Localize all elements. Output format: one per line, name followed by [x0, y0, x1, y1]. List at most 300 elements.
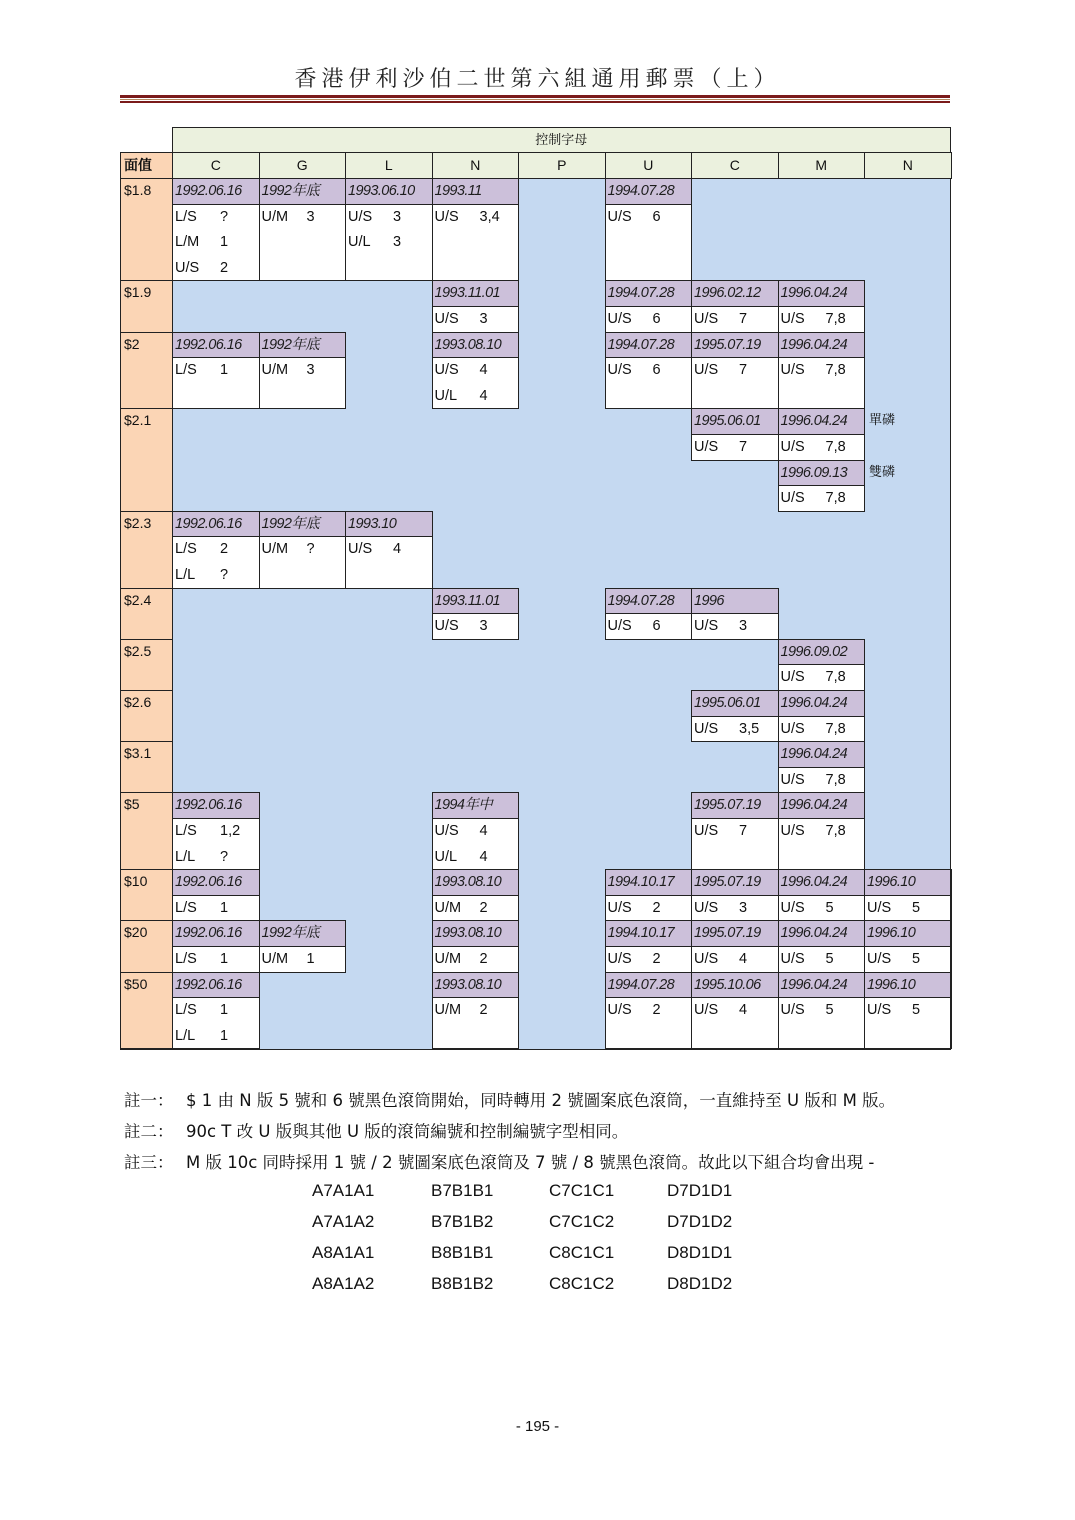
plate-entry: [605, 306, 693, 333]
plate-entry: [259, 357, 347, 409]
issue-date: 1995.10.06: [691, 972, 779, 999]
column-header: C: [691, 152, 779, 179]
plate-line: [348, 537, 432, 563]
plate-line: [781, 435, 865, 461]
plate-code: U/S: [780, 311, 805, 327]
plate-code: U/S: [607, 311, 632, 327]
plate-code: U/L: [348, 234, 371, 251]
cylinder-number: 4: [739, 951, 748, 967]
plate-line: [781, 896, 865, 922]
plate-line: [435, 998, 519, 1024]
issue-date: 1993.08.10: [432, 332, 520, 359]
plate-line: [608, 205, 692, 231]
plate-code: U/S: [780, 720, 805, 737]
plate-code: U/M: [434, 1002, 462, 1019]
column-header: M: [778, 152, 866, 179]
plate-code: U/S: [867, 899, 892, 916]
cylinder-number: 4: [479, 387, 488, 404]
cylinder-number: 5: [825, 899, 834, 916]
cylinder-number: 6: [652, 208, 661, 225]
issue-date: 1996.02.12: [691, 280, 779, 307]
cylinder-number: ?: [220, 848, 229, 865]
issue-date: 1996.10: [864, 972, 952, 999]
plate-line: [867, 998, 951, 1024]
plate-entry: [172, 997, 260, 1049]
plate-entry: [432, 306, 520, 333]
plate-entry: [778, 946, 866, 973]
plate-code: U/S: [694, 439, 719, 455]
plate-code: U/S: [867, 1002, 892, 1019]
plate-code: U/S: [434, 618, 459, 635]
issue-date: 1993.08.10: [432, 920, 520, 947]
cylinder-number: 5: [912, 951, 921, 967]
note: [124, 1087, 895, 1111]
plate-entry: [605, 997, 693, 1049]
issue-date: 1996.09.02: [778, 639, 866, 666]
face-value-cell: $1.9: [120, 280, 173, 332]
plate-line: [781, 717, 865, 743]
plate-code: L/L: [175, 1027, 196, 1044]
face-value-cell: $1.8: [120, 178, 173, 281]
cylinder-number: 7,8: [825, 771, 846, 788]
issue-date: 1994.07.28: [605, 972, 693, 999]
plate-entry: [778, 997, 866, 1049]
issue-date: 1995.06.01: [691, 690, 779, 717]
cylinder-number: 2: [220, 541, 229, 558]
cylinder-number: 1: [220, 899, 229, 916]
plate-line: [608, 307, 692, 333]
plate-entry: [778, 664, 866, 691]
issue-date: 1996.04.24: [778, 972, 866, 999]
combination-code: D7D1D2: [667, 1212, 733, 1231]
issue-date: 1993.11.01: [432, 588, 520, 615]
plate-line: [781, 307, 865, 333]
combination-code: A7A1A1: [312, 1181, 375, 1200]
plate-code: U/S: [434, 823, 459, 839]
cylinder-number: ?: [220, 208, 229, 225]
plate-entry: [172, 357, 260, 409]
issue-date: 1994.07.28: [605, 178, 693, 205]
plate-line: [435, 307, 519, 333]
plate-entry: [691, 716, 779, 743]
plate-code: U/S: [694, 362, 719, 379]
column-header: U: [605, 152, 693, 179]
plate-code: U/S: [780, 823, 805, 839]
note-label: 註一：: [124, 1091, 174, 1110]
combination-code: C8C1C1: [549, 1243, 615, 1262]
combination-code: A8A1A2: [312, 1274, 375, 1293]
plate-line: [175, 230, 259, 256]
combination-code: D8D1D1: [667, 1243, 733, 1262]
plate-code: U/S: [434, 362, 459, 379]
cylinder-number: 1: [220, 362, 229, 379]
phosphor-note: 雙磷: [869, 464, 896, 480]
combination-code: A7A1A2: [312, 1212, 375, 1231]
plate-line: [608, 896, 692, 922]
plate-line: [175, 563, 259, 589]
plate-line: [608, 614, 692, 640]
cylinder-number: 3: [306, 362, 315, 379]
cylinder-number: 1: [220, 1027, 229, 1044]
plate-entry: [172, 946, 260, 973]
issue-date: 1995.07.19: [691, 920, 779, 947]
note-label: 註三：: [124, 1153, 174, 1172]
issue-date: 1992年底: [259, 332, 347, 359]
issue-date: 1992.06.16: [172, 511, 260, 538]
combination-code: D8D1D2: [667, 1274, 733, 1293]
issue-date: 1994.07.28: [605, 280, 693, 307]
issue-date: 1994年中: [432, 792, 520, 819]
plate-line: [781, 998, 865, 1024]
face-value-cell: $2.1: [120, 408, 173, 511]
cylinder-number: ?: [306, 541, 315, 558]
plate-line: [175, 896, 259, 922]
plate-line: [175, 998, 259, 1024]
cylinder-number: 7: [739, 362, 748, 379]
cylinder-number: 5: [912, 1002, 921, 1019]
issue-date: 1992年底: [259, 920, 347, 947]
issue-date: 1995.07.19: [691, 792, 779, 819]
plate-code: U/S: [607, 899, 632, 916]
plate-entry: [432, 613, 520, 640]
plate-code: U/S: [780, 439, 805, 455]
plate-entry: [864, 895, 952, 922]
cylinder-number: 3: [306, 208, 315, 225]
plate-code: U/S: [780, 951, 805, 967]
plate-code: L/S: [175, 1002, 197, 1019]
combination-code: C7C1C2: [549, 1212, 615, 1231]
cylinder-number: 1: [306, 951, 315, 967]
page-title: 香港伊利沙伯二世第六組通用郵票（上）: [294, 67, 781, 92]
issue-date: 1993.11.01: [432, 280, 520, 307]
plate-line: [435, 947, 519, 973]
plate-line: [781, 768, 865, 794]
plate-code: U/S: [607, 1002, 632, 1019]
plate-line: [435, 614, 519, 640]
cylinder-number: 4: [479, 848, 488, 865]
plate-line: [348, 205, 432, 231]
plate-line: [694, 896, 778, 922]
combination-code: C8C1C2: [549, 1274, 615, 1293]
cylinder-number: ?: [220, 566, 229, 583]
plate-entry: [432, 997, 520, 1049]
plate-line: [867, 896, 951, 922]
issue-date: 1994.07.28: [605, 332, 693, 359]
plate-line: [348, 230, 432, 256]
issue-date: 1993.11: [432, 178, 520, 205]
plate-code: U/M: [261, 362, 289, 379]
issue-date: 1996.04.24: [778, 408, 866, 435]
issue-date: 1993.08.10: [432, 972, 520, 999]
plate-line: [435, 358, 519, 384]
issue-date: 1994.07.28: [605, 588, 693, 615]
plate-code: L/S: [175, 951, 197, 967]
plate-line: [175, 537, 259, 563]
cylinder-number: 5: [912, 899, 921, 916]
plate-code: L/S: [175, 362, 197, 379]
cylinder-number: 7,8: [825, 311, 846, 327]
cylinder-number: 7: [739, 823, 748, 839]
plate-entry: [605, 946, 693, 973]
plate-code: U/M: [261, 541, 289, 558]
plate-line: [175, 819, 259, 845]
column-header: G: [259, 152, 347, 179]
issue-date: 1996.04.24: [778, 332, 866, 359]
plate-entry: [432, 204, 520, 282]
plate-entry: [172, 204, 260, 282]
face-value-cell: $2: [120, 332, 173, 410]
plate-code: U/M: [261, 951, 289, 967]
cylinder-number: 7,8: [825, 669, 846, 686]
issue-date: 1992年底: [259, 178, 347, 205]
plate-entry: [778, 306, 866, 333]
column-header: N: [432, 152, 520, 179]
cylinder-number: 5: [825, 951, 834, 967]
cylinder-number: 5: [825, 1002, 834, 1019]
plate-line: [694, 307, 778, 333]
cylinder-number: 7: [739, 439, 748, 455]
cylinder-number: 3: [479, 618, 488, 635]
issue-date: 1994.10.17: [605, 920, 693, 947]
plate-line: [435, 819, 519, 845]
plate-code: U/S: [434, 208, 459, 225]
note-text: 90c T 改 U 版與其他 U 版的滾筒編號和控制編號字型相同。: [186, 1122, 629, 1141]
cylinder-number: 6: [652, 362, 661, 379]
plate-entry: [691, 946, 779, 973]
plate-line: [175, 358, 259, 384]
cylinder-number: 2: [652, 951, 661, 967]
column-header: C: [172, 152, 260, 179]
cylinder-number: 2: [652, 899, 661, 916]
plate-line: [262, 947, 346, 973]
issue-date: 1996.04.24: [778, 690, 866, 717]
plate-entry: [432, 357, 520, 409]
face-value-cell: $5: [120, 792, 173, 870]
plate-entry: [605, 613, 693, 640]
note-label: 註二：: [124, 1122, 174, 1141]
cylinder-number: 2: [652, 1002, 661, 1019]
plate-line: [435, 845, 519, 871]
plate-line: [608, 947, 692, 973]
plate-line: [781, 358, 865, 384]
plate-code: L/L: [175, 848, 196, 865]
combination-code: B8B1B1: [431, 1243, 494, 1262]
plate-line: [694, 717, 778, 743]
plate-code: U/S: [780, 1002, 805, 1019]
plate-line: [262, 358, 346, 384]
phosphor-note: 單磷: [869, 413, 896, 429]
issue-date: 1996.04.24: [778, 869, 866, 896]
page-number: - 195 -: [515, 1418, 560, 1435]
plate-code: L/S: [175, 899, 197, 916]
combination-code: A8A1A1: [312, 1243, 375, 1262]
plate-code: L/M: [175, 234, 200, 251]
plate-entry: [778, 716, 866, 743]
plate-line: [694, 358, 778, 384]
plate-entry: [691, 306, 779, 333]
column-header: N: [864, 152, 952, 179]
plate-entry: [778, 357, 866, 409]
plate-line: [781, 819, 865, 845]
plate-line: [694, 947, 778, 973]
issue-date: 1996.04.24: [778, 741, 866, 768]
plate-code: U/S: [694, 311, 719, 327]
plate-code: U/S: [434, 311, 459, 327]
issue-date: 1996.09.13: [778, 460, 866, 487]
plate-entry: [691, 997, 779, 1049]
plate-code: U/S: [780, 362, 805, 379]
issue-date: 1992.06.16: [172, 972, 260, 999]
plate-entry: [172, 818, 260, 870]
plate-code: U/S: [607, 208, 632, 225]
combination-code: C7C1C1: [549, 1181, 615, 1200]
plate-line: [694, 998, 778, 1024]
cylinder-number: 1: [220, 234, 229, 251]
plate-code: U/S: [607, 618, 632, 635]
plate-line: [262, 205, 346, 231]
plate-entry: [691, 895, 779, 922]
cylinder-number: 7: [739, 311, 748, 327]
plate-entry: [778, 485, 866, 512]
plate-entry: [345, 204, 433, 282]
cylinder-number: 3: [739, 618, 748, 635]
issue-date: 1996.10: [864, 869, 952, 896]
group-header: 控制字母: [172, 127, 951, 153]
plate-line: [781, 665, 865, 691]
plate-code: L/L: [175, 566, 196, 583]
cylinder-number: 6: [652, 618, 661, 635]
plate-line: [175, 845, 259, 871]
column-header: L: [345, 152, 433, 179]
combination-code: B7B1B2: [431, 1212, 494, 1231]
note-text: $ 1 由 N 版 5 號和 6 號黑色滾筒開始，同時轉用 2 號圖案底色滾筒，一直維持至 U 版和 M 版。: [186, 1091, 896, 1110]
face-value-cell: $10: [120, 869, 173, 921]
plate-code: U/S: [694, 899, 719, 916]
cylinder-number: 2: [220, 259, 229, 276]
plate-code: U/S: [780, 899, 805, 916]
cylinder-number: 3: [393, 234, 402, 251]
issue-date: 1993.08.10: [432, 869, 520, 896]
plate-code: U/S: [607, 951, 632, 967]
plate-code: U/S: [694, 1002, 719, 1019]
combination-code: B8B1B2: [431, 1274, 494, 1293]
issue-date: 1992年底: [259, 511, 347, 538]
cylinder-number: 3,5: [739, 720, 760, 737]
face-value-cell: $2.6: [120, 690, 173, 742]
plate-code: U/S: [175, 259, 200, 276]
plate-line: [175, 947, 259, 973]
plate-code: U/S: [348, 208, 373, 225]
plate-line: [435, 896, 519, 922]
plate-code: U/M: [261, 208, 289, 225]
issue-date: 1995.07.19: [691, 332, 779, 359]
face-value-cell: $3.1: [120, 741, 173, 793]
plate-entry: [691, 434, 779, 461]
face-value-cell: $2.3: [120, 511, 173, 589]
plate-entry: [172, 536, 260, 588]
plate-entry: [259, 204, 347, 282]
face-value-cell: $2.5: [120, 639, 173, 691]
issue-date: 1996.10: [864, 920, 952, 947]
plate-line: [175, 205, 259, 231]
combination-code: D7D1D1: [667, 1181, 733, 1200]
cylinder-number: 1,2: [220, 823, 241, 839]
face-value-cell: $20: [120, 920, 173, 972]
plate-line: [781, 947, 865, 973]
plate-entry: [172, 895, 260, 922]
plate-code: U/L: [434, 387, 458, 404]
cylinder-number: 6: [652, 311, 661, 327]
note-text: M 版 10c 同時採用 1 號 / 2 號圖案底色滾筒及 7 號 / 8 號黑色滾筒。故此以下組合均會出現 -: [186, 1153, 875, 1172]
plate-entry: [778, 818, 866, 870]
cylinder-number: 1: [220, 1002, 229, 1019]
cylinder-number: 3,4: [479, 208, 500, 225]
plate-entry: [259, 946, 347, 973]
cylinder-number: 7,8: [825, 490, 846, 507]
issue-date: 1995.07.19: [691, 869, 779, 896]
issue-date: 1993.10: [345, 511, 433, 538]
issue-date: 1992.06.16: [172, 792, 260, 819]
plate-entry: [605, 357, 693, 409]
plate-line: [608, 358, 692, 384]
cylinder-number: 3: [739, 899, 748, 916]
plate-code: U/S: [694, 951, 719, 967]
issue-date: 1995.06.01: [691, 408, 779, 435]
plate-line: [608, 998, 692, 1024]
plate-line: [694, 435, 778, 461]
face-value-cell: $2.4: [120, 588, 173, 640]
plate-entry: [432, 946, 520, 973]
plate-line: [694, 819, 778, 845]
plate-code: L/S: [175, 823, 197, 839]
plate-line: [435, 205, 519, 231]
cylinder-number: 4: [393, 541, 402, 558]
plate-code: U/L: [434, 848, 458, 865]
plate-entry: [345, 536, 433, 588]
cylinder-number: 2: [479, 951, 488, 967]
plate-code: U/S: [607, 362, 632, 379]
issue-date: 1992.06.16: [172, 332, 260, 359]
issue-date: 1992.06.16: [172, 869, 260, 896]
plate-line: [435, 384, 519, 410]
cylinder-number: 2: [479, 1002, 488, 1019]
plate-line: [781, 486, 865, 512]
issue-date: 1993.06.10: [345, 178, 433, 205]
plate-line: [262, 537, 346, 563]
plate-code: U/S: [780, 669, 805, 686]
cylinder-number: 7,8: [825, 823, 846, 839]
note: [124, 1118, 628, 1142]
plate-code: U/S: [694, 720, 719, 737]
cylinder-number: 7,8: [825, 720, 846, 737]
plate-code: U/M: [434, 951, 462, 967]
plate-entry: [691, 613, 779, 640]
plate-code: L/S: [175, 541, 197, 558]
plate-line: [694, 614, 778, 640]
plate-code: U/S: [694, 823, 719, 839]
cylinder-number: 3: [393, 208, 402, 225]
cylinder-number: 1: [220, 951, 229, 967]
plate-code: L/S: [175, 208, 197, 225]
plate-code: U/S: [348, 541, 373, 558]
issue-date: 1996: [691, 588, 779, 615]
column-header: P: [518, 152, 606, 179]
plate-entry: [605, 895, 693, 922]
cylinder-number: 2: [479, 899, 488, 916]
plate-entry: [432, 818, 520, 870]
plate-code: U/S: [780, 771, 805, 788]
plate-line: [867, 947, 951, 973]
